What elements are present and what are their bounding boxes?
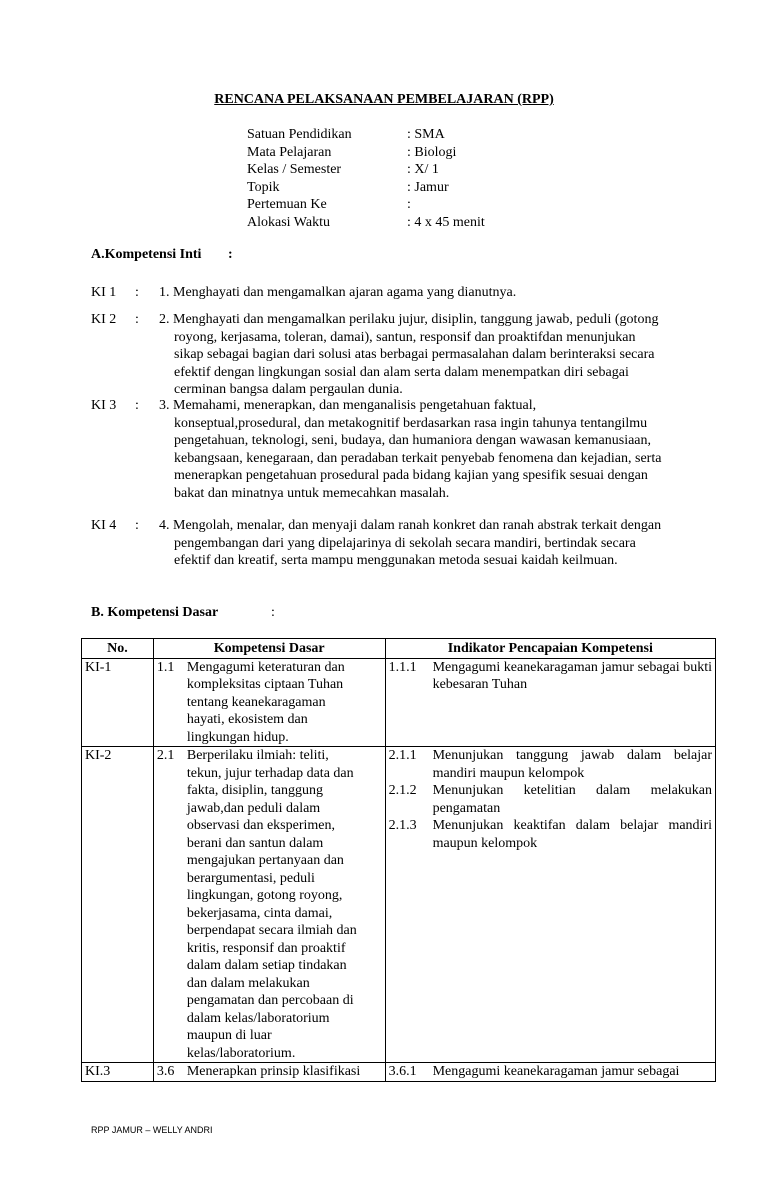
- indicator-item: [389, 817, 712, 852]
- kd-line: berpendapat secara ilmiah dan: [186, 923, 357, 938]
- ki-colon: :: [135, 285, 139, 300]
- identity-label: Pertemuan Ke: [247, 197, 327, 212]
- kd-line: dalam dalam setiap tindakan: [186, 958, 347, 973]
- kd-line: Menerapkan prinsip klasifikasi: [186, 1064, 361, 1079]
- identity-value: :: [407, 197, 411, 212]
- kd-line: pengamatan dan percobaan di: [186, 993, 354, 1008]
- kd-line: jawab,dan peduli dalam: [186, 800, 321, 816]
- identity-row: [247, 144, 485, 162]
- kd-line: observasi dan eksperimen,: [186, 818, 335, 833]
- indicator-number: 2.1.1: [388, 748, 417, 763]
- kd-line: bekerjasama, cinta damai,: [186, 905, 333, 921]
- ki-line: sikap sebagai bagian dari solusi atas berbagai permasalahan dalam berinteraksi secara: [174, 347, 655, 362]
- ki-text: [159, 397, 709, 502]
- ki-line: efektif dan kreatif, serta mampu menggunakan metoda sesuai kaidah keilmuan.: [174, 553, 618, 568]
- ki-colon: :: [135, 312, 139, 327]
- kd-line: Berperilaku ilmiah: teliti,: [186, 748, 329, 763]
- kd-line: Mengagumi keteraturan dan: [186, 659, 345, 675]
- table-row: [82, 658, 716, 747]
- row-no: KI.3: [82, 1063, 154, 1082]
- indicator-number: 1.1.1: [388, 659, 417, 675]
- indicator-number: 2.1.3: [388, 818, 417, 833]
- ki-first-line: 2. Menghayati dan mengamalkan perilaku jujur, disiplin, tanggung jawab, peduli (gotong: [159, 312, 659, 327]
- section-a-title: A.Kompetensi Inti: [91, 247, 202, 262]
- ki-line: efektif dengan lingkungan sosial dan alam serta dalam menempatkan diri sebagai: [174, 364, 629, 380]
- header-no: No.: [82, 639, 154, 659]
- identity-label: Kelas / Semester: [247, 162, 342, 177]
- kd-line: mengajukan pertanyaan dan: [186, 853, 344, 868]
- kd-line: fakta, disiplin, tanggung: [186, 783, 323, 798]
- ki-text: [159, 284, 709, 302]
- kd-line: berani dan santun dalam: [186, 835, 324, 851]
- kd-line: tentang keanekaragaman: [186, 694, 326, 710]
- section-b-title: B. Kompetensi Dasar: [91, 605, 219, 620]
- table-header-row: [82, 639, 716, 659]
- indicator-number: 3.6.1: [388, 1064, 417, 1079]
- ki-text: [159, 517, 709, 570]
- ki-label: KI 2: [91, 312, 117, 327]
- identity-value: : Biologi: [407, 144, 457, 160]
- identity-value: : 4 x 45 menit: [407, 214, 485, 230]
- kd-text: [187, 659, 382, 747]
- kd-text: [187, 747, 382, 1062]
- kd-number: 3.6: [156, 1064, 175, 1079]
- indicator-cell: [385, 747, 715, 1063]
- ki-first-line: 3. Memahami, menerapkan, dan menganalisis pengetahuan faktual,: [159, 398, 537, 413]
- section-a-heading: [91, 247, 233, 263]
- ki-line: pengetahuan, teknologi, seni, budaya, dan humaniora dengan wawasan kemanusiaan,: [174, 433, 652, 448]
- kd-line: tekun, jujur terhadap data dan: [186, 765, 354, 781]
- indicator-text: Mengagumi keanekaragaman jamur sebagai: [432, 1064, 680, 1079]
- identity-row: [247, 126, 485, 144]
- header-kompetensi-dasar: Kompetensi Dasar: [153, 639, 385, 659]
- ki-colon: :: [135, 398, 139, 413]
- identity-value: : X/ 1: [407, 162, 439, 177]
- indicator-text: Mengagumi keanekaragaman jamur sebagai bukti kebesaran Tuhan: [432, 659, 712, 692]
- kd-number: 1.1: [156, 659, 175, 675]
- kd-line: lingkungan hidup.: [186, 729, 289, 745]
- identity-block: [247, 126, 485, 231]
- kd-line: berargumentasi, peduli: [186, 870, 315, 886]
- section-b-colon: :: [271, 605, 275, 620]
- ki-line: menerapkan pengetahuan prosedural pada bidang kajian yang spesifik sesuai dengan: [174, 468, 648, 483]
- section-a-colon: :: [228, 247, 233, 262]
- kd-line: kelas/laboratorium.: [186, 1045, 296, 1061]
- kd-line: kritis, responsif dan proaktif: [186, 940, 346, 956]
- indicator-item: [389, 747, 712, 782]
- section-b-heading: [91, 605, 275, 621]
- identity-label: Mata Pelajaran: [247, 144, 332, 160]
- table-row: [82, 1063, 716, 1082]
- kd-line: maupun di luar: [186, 1028, 272, 1043]
- ki-first-line: 4. Mengolah, menalar, dan menyaji dalam ranah konkret dan ranah abstrak terkait dengan: [159, 518, 662, 533]
- kd-line: dalam kelas/laboratorium: [186, 1010, 330, 1026]
- ki-first-line: 1. Menghayati dan mengamalkan ajaran agama yang dianutnya.: [159, 285, 517, 300]
- indicator-number: 2.1.2: [388, 783, 417, 798]
- indicator-text: Menunjukan ketelitian dalam melakukan pengamatan: [432, 783, 712, 816]
- ki-line: royong, kerjasama, toleran, damai), santun, responsif dan proaktifdan menunjukan: [174, 329, 636, 345]
- ki-line: kebangsaan, kenegaraan, dan peradaban terkait penyebab fenomena dan kejadian, serta: [174, 450, 662, 466]
- kd-cell: [153, 1063, 385, 1082]
- row-no: KI-2: [82, 747, 154, 1063]
- document-title: RENCANA PELAKSANAAN PEMBELAJARAN (RPP): [214, 92, 554, 107]
- indicator-item: [389, 782, 712, 817]
- ki-label: KI 1: [91, 285, 117, 300]
- kompetensi-dasar-table: [81, 638, 716, 1082]
- indicator-cell: [385, 658, 715, 747]
- identity-value: : Jamur: [407, 179, 449, 195]
- identity-row: [247, 196, 485, 214]
- ki-line: konseptual,prosedural, dan metakognitif berdasarkan rasa ingin tahunya tentangilmu: [174, 415, 648, 431]
- identity-row: [247, 179, 485, 197]
- identity-value: : SMA: [407, 127, 445, 142]
- ki-line: cerminan bangsa dalam pergaulan dunia.: [174, 382, 403, 397]
- ki-label: KI 3: [91, 398, 117, 413]
- table-row: [82, 747, 716, 1063]
- indicator-text: Menunjukan keaktifan dalam belajar mandiri maupun kelompok: [432, 818, 712, 851]
- kd-line: hayati, ekosistem dan: [186, 712, 308, 727]
- kd-cell: [153, 747, 385, 1063]
- kd-text: [187, 1063, 382, 1081]
- identity-label: Satuan Pendidikan: [247, 127, 352, 142]
- header-indikator: Indikator Pencapaian Kompetensi: [385, 639, 715, 659]
- ki-colon: :: [135, 518, 139, 533]
- page-footer: RPP JAMUR – WELLY ANDRI: [91, 1125, 213, 1135]
- indicator-text: Menunjukan tanggung jawab dalam belajar mandiri maupun kelompok: [432, 748, 712, 781]
- indicator-item: [389, 659, 712, 694]
- kd-cell: [153, 658, 385, 747]
- indicator-item: [389, 1063, 712, 1081]
- kd-line: dan dalam melakukan: [186, 975, 310, 991]
- identity-row: [247, 161, 485, 179]
- kd-number: 2.1: [156, 748, 175, 763]
- indicator-cell: [385, 1063, 715, 1082]
- identity-label: Alokasi Waktu: [247, 214, 330, 230]
- identity-row: [247, 214, 485, 232]
- ki-line: bakat dan minatnya untuk memecahkan masalah.: [174, 485, 450, 501]
- kd-line: kompleksitas ciptaan Tuhan: [186, 677, 344, 692]
- ki-label: KI 4: [91, 518, 117, 533]
- ki-line: pengembangan dari yang dipelajarinya di sekolah secara mandiri, bertindak secara: [174, 535, 636, 551]
- row-no: KI-1: [82, 658, 154, 747]
- kd-line: lingkungan, gotong royong,: [186, 888, 343, 903]
- identity-label: Topik: [247, 179, 280, 195]
- ki-text: [159, 311, 709, 399]
